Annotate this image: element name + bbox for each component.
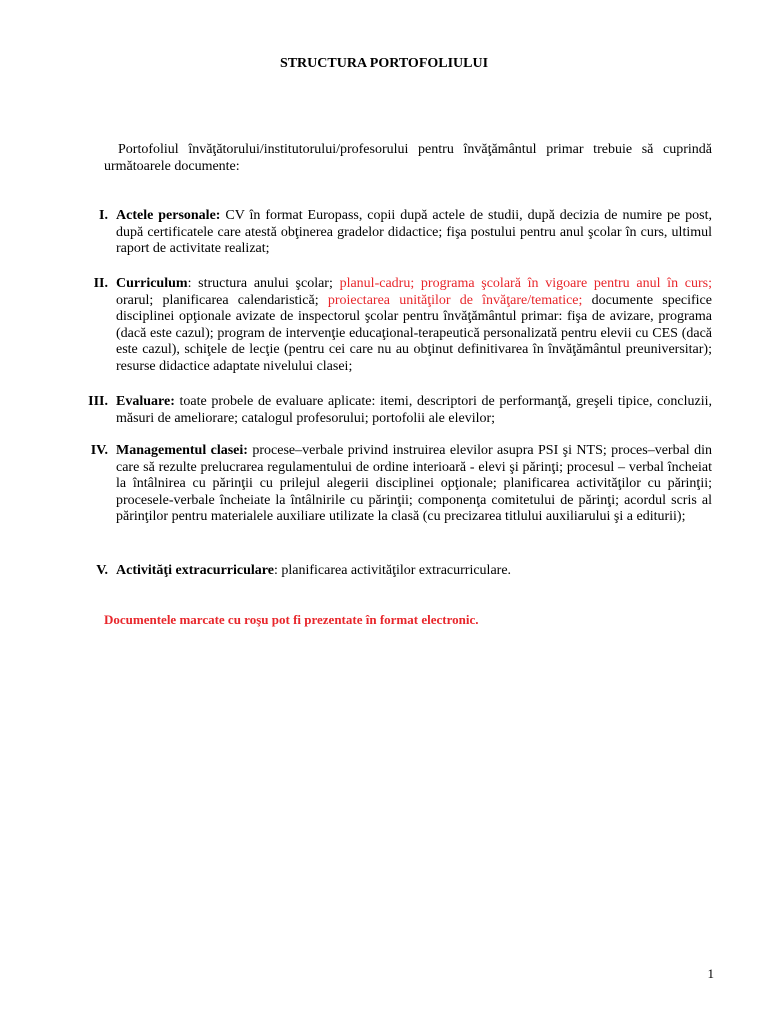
item-text: orarul; planificarea calendaristică; (116, 292, 328, 308)
red-marked-documents: planul-cadru; programa şcolară în vigoare pentru anul în curs; (339, 276, 712, 291)
item-number: III. (88, 394, 108, 409)
item-heading: Curriculum (116, 276, 188, 291)
item-heading: Evaluare: (116, 394, 175, 409)
item-body (116, 276, 712, 375)
list-item-evaluare (70, 394, 712, 427)
item-body (116, 563, 712, 580)
electronic-format-note: Documentele marcate cu roşu pot fi prezentate în format electronic. (104, 612, 479, 627)
item-number: I. (99, 208, 108, 223)
intro-paragraph: Portofoliul învăţătorului/institutorului/profesorului pentru învăţământul primar trebuie să cuprindă următoarele documente: (104, 142, 712, 174)
item-heading: Actele personale: (116, 208, 221, 223)
item-body (116, 208, 712, 258)
list-item-actele-personale (70, 208, 712, 258)
item-text: CV în format Europass, copii după actele de studii, după decizia de numire pe post, după certificatele care atestă obţinerea gradelor didactice; fişa postului pentru anul şcolar în curs, ultimul raport de activitate realizat; (116, 208, 712, 256)
item-heading: Activităţi extracurriculare (116, 563, 274, 578)
item-number: V. (96, 563, 108, 578)
item-text: : structura anului şcolar; (187, 276, 340, 291)
page-title: STRUCTURA PORTOFOLIULUI (279, 56, 489, 71)
item-text: documente specifice disciplinei opţionale avizate de inspectorul şcolar pentru învăţământul primar: fişa de avizare, programa (dacă este cazul); program de intervenţie educaţional-terapeutică personalizată pentru elevii cu CES (dacă este cazul), schiţele de lecţie (pentru cei care nu au obţinut definitivarea în învăţământul preuniversitar); resurse didactice adaptate nivelului clasei; (116, 292, 712, 374)
item-body (116, 443, 712, 526)
list-item-curriculum (70, 276, 712, 375)
red-marked-documents: proiectarea unităţilor de învăţare/tematice; (327, 292, 583, 308)
item-number: II. (93, 276, 108, 291)
list-item-activitati-extracurriculare (70, 563, 712, 580)
item-body (116, 394, 712, 427)
list-item-managementul-clasei (70, 443, 712, 526)
item-text: procese–verbale privind instruirea elevilor asupra PSI şi NTS; proces–verbal din care să rezulte prelucrarea regulamentului de ordine interioară - elevi şi părinţi; procesul – verbal încheiat la întâlnirea cu părinţii cu prilejul alegerii disciplinei opţionale; planificarea activităţilor cu părinţii; procesele-verbale încheiate la întâlnirile cu părinţii; componenţa comitetului de părinţi; acordul scris al părinţilor pentru materialele auxiliare utilizate la clasă (cu precizarea titlului auxiliarului şi a editurii); (116, 443, 712, 524)
item-number: IV. (90, 443, 108, 458)
item-text: : planificarea activităţilor extracurriculare. (273, 563, 512, 578)
item-text: toate probele de evaluare aplicate: itemi, descriptori de performanţă, greşeli tipice, concluzii, măsuri de ameliorare; catalogul profesorului; portofolii ale elevilor; (116, 394, 712, 426)
page-number: 1 (707, 966, 714, 981)
item-heading: Managementul clasei: (116, 443, 248, 458)
